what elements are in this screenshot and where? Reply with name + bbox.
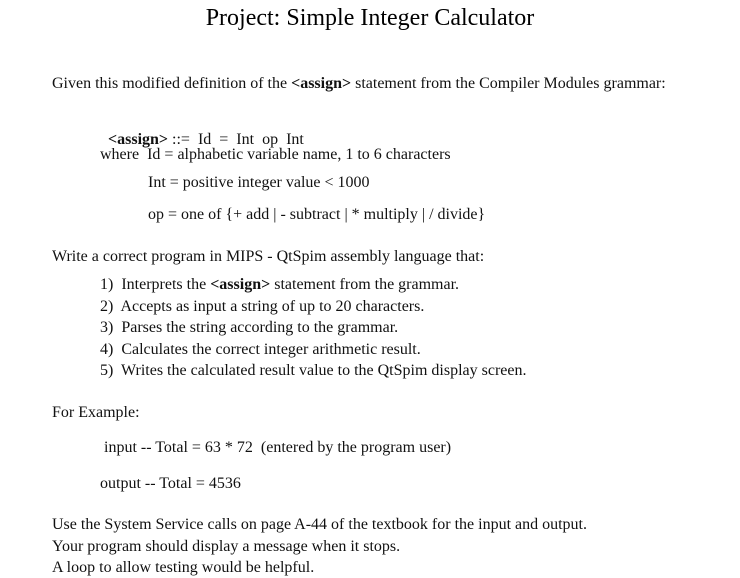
example-output: output -- Total = 4536 bbox=[100, 475, 241, 492]
note-stop-message: Your program should display a message when it stops. bbox=[52, 538, 401, 555]
requirement-1 bbox=[100, 274, 527, 296]
task-intro: Write a correct program in MIPS - QtSpim assembly language that: bbox=[52, 248, 485, 265]
page-title: Project: Simple Integer Calculator bbox=[205, 5, 535, 31]
definition-op: op = one of {+ add | - subtract | * multiply | / divide} bbox=[148, 206, 486, 223]
grammar-rule-rhs: ::= Id = Int op Int bbox=[168, 131, 304, 148]
definition-int: Int = positive integer value < 1000 bbox=[148, 174, 370, 191]
requirement-1-text-start: 1) Interprets the bbox=[100, 276, 211, 293]
intro-assign-term: <assign> bbox=[291, 75, 352, 92]
requirement-5: 5) Writes the calculated result value to the QtSpim display screen. bbox=[100, 362, 527, 379]
requirements-list bbox=[100, 274, 527, 382]
requirement-1-assign-term: <assign> bbox=[210, 276, 271, 293]
intro-text-end: statement from the Compiler Modules grammar: bbox=[351, 75, 666, 92]
note-testing-loop: A loop to allow testing would be helpful. bbox=[52, 559, 315, 576]
requirement-1-text-end: statement from the grammar. bbox=[270, 276, 460, 293]
requirement-3: 3) Parses the string according to the grammar. bbox=[100, 319, 399, 336]
grammar-rule-lhs: <assign> bbox=[108, 131, 169, 148]
example-heading: For Example: bbox=[52, 404, 140, 421]
requirement-4: 4) Calculates the correct integer arithmetic result. bbox=[100, 340, 421, 358]
intro-text-start: Given this modified definition of the bbox=[52, 75, 292, 92]
note-system-calls: Use the System Service calls on page A-44 of the textbook for the input and output. bbox=[52, 516, 587, 533]
example-input: input -- Total = 63 * 72 (entered by the program user) bbox=[104, 439, 452, 456]
grammar-rule bbox=[100, 110, 304, 150]
requirement-2: 2) Accepts as input a string of up to 20 characters. bbox=[100, 297, 425, 315]
definition-id: where Id = alphabetic variable name, 1 to 6 characters bbox=[100, 146, 451, 163]
intro-paragraph bbox=[52, 74, 666, 94]
